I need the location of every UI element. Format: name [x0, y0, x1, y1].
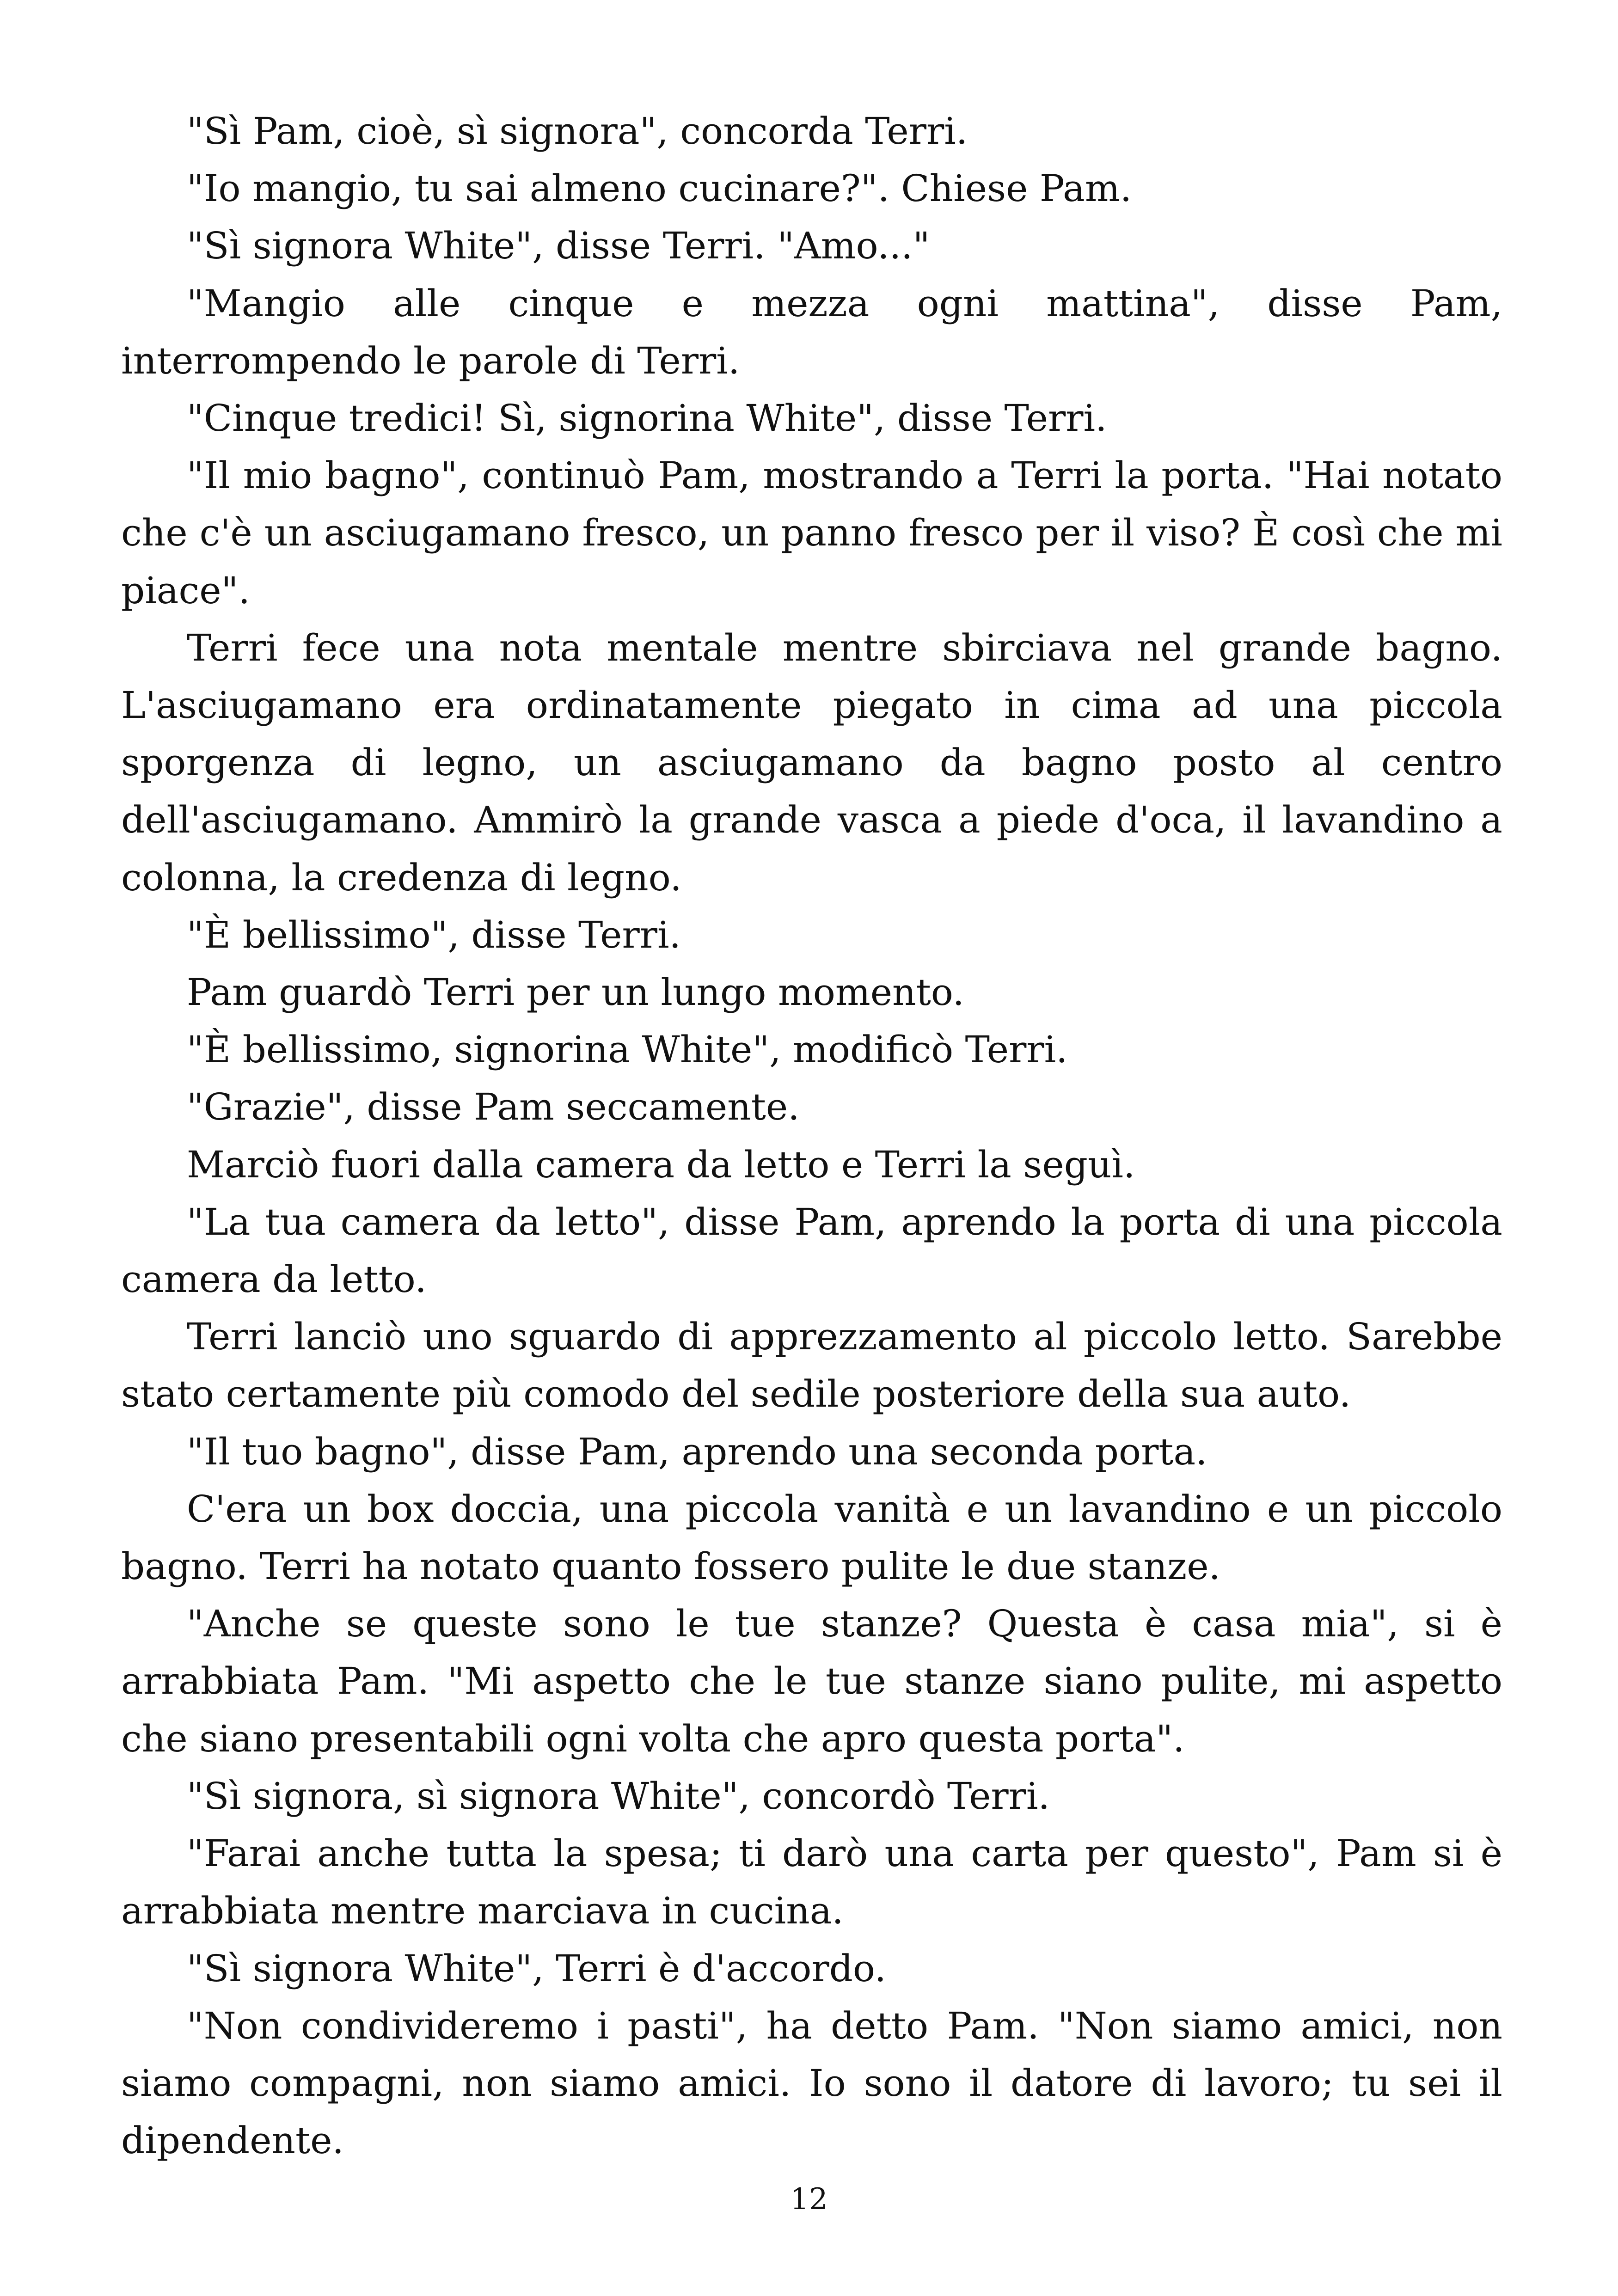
paragraph: "Non condivideremo i pasti", ha detto Pam. "Non siamo amici, non siamo compagni, non siamo amici. Io sono il datore di lavoro; tu sei il dipendente. — [121, 2004, 1502, 2162]
paragraph: Terri fece una nota mentale mentre sbirciava nel grande bagno. L'asciugamano era ordinatamente piegato in cima ad una piccola sporgenza di legno, un asciugamano da bagno posto al centro dell'asciugamano. Ammirò la grande vasca a piede d'oca, il lavandino a colonna, la credenza di legno. — [121, 626, 1502, 899]
paragraph: "Mangio alle cinque e mezza ogni mattina", disse Pam, interrompendo le parole di Terri. — [121, 282, 1502, 382]
page-number: 12 — [790, 2182, 828, 2216]
paragraph: Pam guardò Terri per un lungo momento. — [187, 971, 964, 1014]
paragraph: "Anche se queste sono le tue stanze? Questa è casa mia", si è arrabbiata Pam. "Mi aspetto che le tue stanze siano pulite, mi aspetto che siano presentabili ogni volta che apro questa porta". — [121, 1602, 1502, 1760]
paragraph: "Il mio bagno", continuò Pam, mostrando a Terri la porta. "Hai notato che c'è un asciugamano fresco, un panno fresco per il viso? È così che mi piace". — [121, 454, 1502, 612]
paragraph: "Sì signora White", disse Terri. "Amo..." — [187, 224, 930, 268]
paragraph: "Sì Pam, cioè, sì signora", concorda Terri. — [187, 110, 968, 153]
paragraph: "È bellissimo, signorina White", modificò Terri. — [187, 1028, 1068, 1071]
paragraph: "La tua camera da letto", disse Pam, aprendo la porta di una piccola camera da letto. — [121, 1200, 1502, 1301]
paragraph: Terri lanciò uno sguardo di apprezzamento al piccolo letto. Sarebbe stato certamente più comodo del sedile posteriore della sua auto. — [121, 1315, 1502, 1416]
paragraph: "Grazie", disse Pam seccamente. — [187, 1085, 800, 1129]
body-text — [121, 103, 1502, 2169]
paragraph: Marciò fuori dalla camera da letto e Terri la seguì. — [187, 1143, 1135, 1186]
paragraph: "Farai anche tutta la spesa; ti darò una carta per questo", Pam si è arrabbiata mentre marciava in cucina. — [121, 1832, 1502, 1933]
paragraph: "Cinque tredici! Sì, signorina White", disse Terri. — [187, 397, 1107, 440]
paragraph: "Io mangio, tu sai almeno cucinare?". Chiese Pam. — [187, 167, 1132, 210]
paragraph: "Il tuo bagno", disse Pam, aprendo una seconda porta. — [187, 1430, 1207, 1473]
paragraph: C'era un box doccia, una piccola vanità e un lavandino e un piccolo bagno. Terri ha notato quanto fossero pulite le due stanze. — [121, 1487, 1502, 1588]
paragraph: "È bellissimo", disse Terri. — [187, 913, 681, 956]
paragraph: "Sì signora White", Terri è d'accordo. — [187, 1947, 887, 1990]
paragraph: "Sì signora, sì signora White", concordò Terri. — [187, 1774, 1050, 1818]
